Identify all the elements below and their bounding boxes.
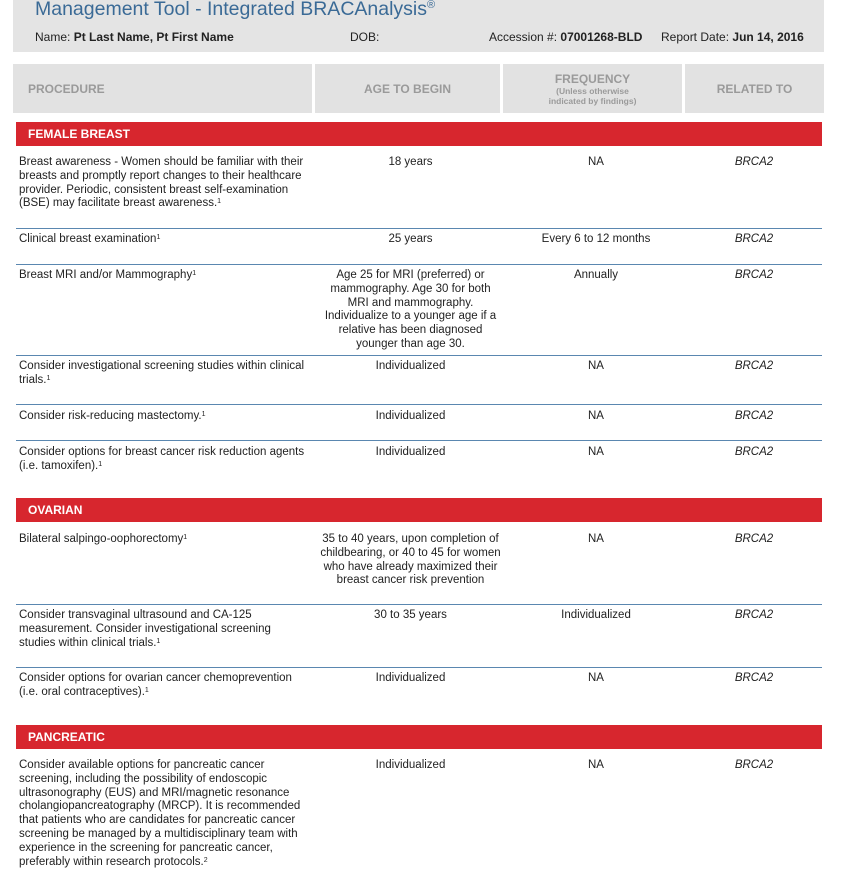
registered-mark: ® <box>427 0 436 11</box>
related-cell: BRCA2 <box>734 446 774 458</box>
related-cell: BRCA2 <box>734 269 774 281</box>
age-cell: 18 years <box>388 156 433 168</box>
frequency-cell: NA <box>588 759 604 771</box>
accession-number: Accession #: 07001268-BLD <box>489 30 643 44</box>
related-cell: BRCA2 <box>734 533 774 545</box>
procedure-cell: Breast awareness - Women should be familiar with their breasts and promptly report changes to their healthcare provider. Periodic, consistent breast self-examination (BSE) may facilitate breast awareness.$^1$ <box>19 156 304 210</box>
column-header-age: AGE TO BEGIN <box>315 64 500 113</box>
row-divider <box>16 440 822 441</box>
frequency-cell: NA <box>588 410 604 422</box>
related-cell: BRCA2 <box>734 156 774 168</box>
frequency-cell: Individualized <box>561 609 631 621</box>
row-divider <box>16 404 822 405</box>
related-cell: BRCA2 <box>734 233 774 245</box>
procedure-cell: Bilateral salpingo-oophorectomy$^1$ <box>19 533 188 545</box>
section-pancreatic: PANCREATIC <box>16 725 822 749</box>
related-cell: BRCA2 <box>734 672 774 684</box>
frequency-note-1: (Unless otherwise <box>556 85 629 96</box>
row-divider <box>16 667 822 668</box>
row-divider <box>16 264 822 265</box>
frequency-note-2: indicated by findings) <box>548 95 637 106</box>
column-header-related: RELATED TO <box>685 64 824 113</box>
frequency-cell: Every 6 to 12 months <box>541 233 651 245</box>
frequency-cell: NA <box>588 446 604 458</box>
frequency-cell: Annually <box>573 269 619 281</box>
procedure-cell: Consider options for breast cancer risk reduction agents (i.e. tamoxifen).$^1$ <box>19 446 305 472</box>
age-cell: Individualized <box>375 759 446 771</box>
procedure-cell: Consider options for ovarian cancer chemoprevention (i.e. oral contraceptives).$^1$ <box>19 672 292 698</box>
frequency-cell: NA <box>588 360 604 372</box>
age-cell: Individualized <box>375 446 446 458</box>
column-header-procedure: PROCEDURE <box>13 64 312 113</box>
column-header-frequency <box>503 64 682 113</box>
procedure-cell: Consider investigational screening studies within clinical trials.$^1$ <box>19 360 305 386</box>
procedure-cell: Consider available options for pancreatic cancer screening, including the possibility of endoscopic ultrasonography (EUS) and MRI/magnetic resonance cholangiopancreatography (MRCP). It is recommended that patients who are candidates for pancreatic cancer screening be managed by a multidisciplinary team with experience in the screening for pancreatic cancer, preferably within research protocols.$^2$ <box>19 759 301 868</box>
patient-name: Name: Pt Last Name, Pt First Name <box>35 30 234 44</box>
row-divider <box>16 355 822 356</box>
frequency-cell: NA <box>588 533 604 545</box>
row-divider <box>16 604 822 605</box>
procedure-cell: Breast MRI and/or Mammography$^1$ <box>19 269 197 281</box>
related-cell: BRCA2 <box>734 410 774 422</box>
section-female-breast: FEMALE BREAST <box>16 122 822 146</box>
age-cell: 25 years <box>388 233 433 245</box>
procedure-cell: Consider risk-reducing mastectomy.$^1$ <box>19 410 206 422</box>
dob-label: DOB: <box>350 30 380 44</box>
age-cell: Individualized <box>375 672 446 684</box>
age-cell: 35 to 40 years, upon completion of childbearing, or 40 to 45 for women who have already maximized their breast cancer risk prevention <box>320 533 501 587</box>
related-cell: BRCA2 <box>734 360 774 372</box>
procedure-cell: Clinical breast examination$^1$ <box>19 233 161 245</box>
frequency-cell: NA <box>588 672 604 684</box>
age-cell: Individualized <box>375 360 446 372</box>
age-cell: 30 to 35 years <box>374 609 447 621</box>
related-cell: BRCA2 <box>734 609 774 621</box>
frequency-title: FREQUENCY <box>554 71 631 86</box>
section-ovarian: OVARIAN <box>16 498 822 522</box>
row-divider <box>16 228 822 229</box>
frequency-cell: NA <box>588 156 604 168</box>
age-cell: Age 25 for MRI (preferred) or mammography. Age 30 for both MRI and mammography. Individualize to a younger age if a relative has been diagnosed younger than age 30. <box>324 269 497 350</box>
report-header <box>13 0 824 52</box>
report-date: Report Date: Jun 14, 2016 <box>661 30 804 44</box>
page-title: Management Tool - Integrated BRACAnalysis® <box>35 0 436 20</box>
related-cell: BRCA2 <box>734 759 774 771</box>
age-cell: Individualized <box>375 410 446 422</box>
procedure-cell: Consider transvaginal ultrasound and CA-125 measurement. Consider investigational screening studies within clinical trials.$^1$ <box>19 609 271 649</box>
